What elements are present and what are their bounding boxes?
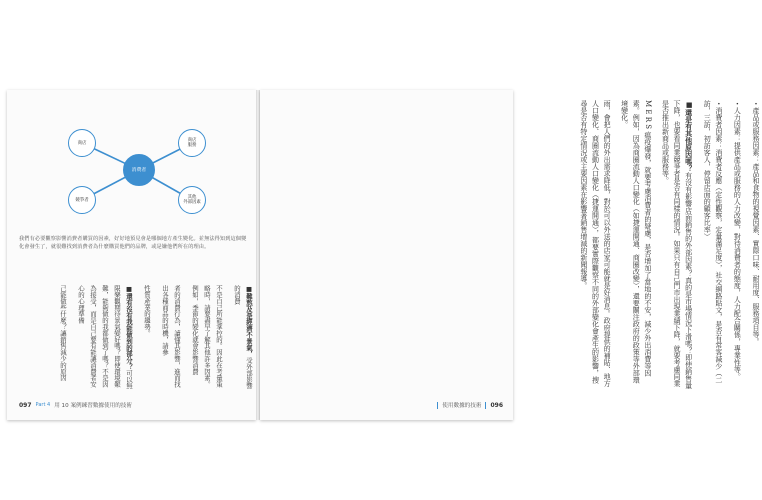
diagram-node-store-service: [178, 129, 206, 157]
paragraph-text: 不是自己所能掌控的。因此在考量策略時，請要盡早了解其他許多因素。例如，季節的變化就會影響消費: [191, 285, 223, 388]
node-label: 商店: [77, 140, 87, 146]
footer-separator: [437, 402, 438, 409]
paragraph-heading: 還是有其他原因嗎？: [684, 109, 694, 172]
paragraph: [577, 100, 612, 390]
running-title: 使用數據的技術: [442, 403, 482, 409]
bullet: ・: [733, 100, 743, 107]
left-page: [7, 90, 256, 420]
node-label: 競爭者: [75, 197, 89, 203]
paragraph-text: M E R S 瘟疫爆發，就要考慮消費者的疑慮，是否增加了當地的不安，減少外出消費等因素。例如，因為商圈流動人口變化（如捷運開通、商圈改變），還要關注政府的政策等外部環境變化。: [620, 100, 652, 384]
right-page: [260, 90, 761, 420]
bullet: ■: [125, 285, 133, 293]
paragraph: [231, 285, 255, 390]
diagram-node-consumer: [123, 154, 155, 186]
paragraph-text: 性質產業的趨勢。: [143, 285, 151, 337]
paragraph-text: 有沒有影響店面銷售的外部因素？真的是市場情況下滑嗎？即使銷售量下降，也要看同業競爭者是否有同樣的情況。如果只有自己門市出現業績下降，就要考慮同業是否推出新商品或服務等。: [661, 100, 693, 389]
footer-separator: [485, 402, 486, 409]
paragraph-text: 產品或服務因素：產品和食物的視覺因素、實際口味、耐用度、服務項目等。: [752, 107, 760, 345]
right-body-text: [526, 100, 762, 390]
bullet: ・: [714, 100, 724, 107]
paragraph-heading: 還有沒有我能做到的部分？: [125, 293, 133, 370]
paragraph-text: 可以無限樂觀期待景氣變好嗎？即使環境艱難，能夠做的我都做到了嗎？不是因為接受，而是自己要有能讓消費者安心的心理準備: [77, 285, 133, 390]
running-title: 用 10 案例練習數據使用的技術: [54, 403, 132, 409]
node-label: 其他 外部因素: [183, 195, 201, 205]
right-footer: [437, 401, 503, 409]
page-number: 096: [490, 401, 503, 409]
paragraph-text: 人力因素：提供產品或服務的人力改變，對待消費者的態度，人力配合關係，專業性等。: [733, 107, 742, 380]
part-label: Part 4: [35, 402, 51, 408]
paragraph: [159, 285, 183, 390]
paragraph-text: 消費者因素：消費者反應（定性觀察，定量滿足度），社交網路貼文，是否有常客減少（二訪，三訪，初訪客人，停留店面的顧客比率）: [703, 100, 723, 384]
bullet: ・: [752, 100, 761, 107]
paragraph: [189, 285, 225, 390]
paragraph: [749, 100, 762, 390]
paragraph: [659, 100, 695, 390]
paragraph: [57, 285, 69, 390]
diagram-node-external-factors: [178, 186, 206, 214]
diagram-node-competitor: [68, 186, 96, 214]
diagram-node-store: [68, 129, 96, 157]
paragraph-heading: 難熬及是經濟不景氣，: [245, 293, 253, 357]
paragraph: [618, 100, 653, 390]
left-body-text: [25, 285, 255, 390]
paragraph-text: 受外部影響的消費: [233, 285, 253, 389]
paragraph: [75, 285, 135, 390]
paragraph: [731, 100, 744, 390]
bullet: ■: [684, 100, 694, 109]
page-number: 097: [19, 401, 32, 409]
paragraph: [701, 100, 725, 390]
bullet: ■: [245, 285, 253, 293]
paragraph-text: 雨，會把人們的外出需求降低，對於可以外送的店家可能就是好消息。政府提供的補貼、地方人口變化、商圈流動人口變化（捷運開通），都要實際觀察不同的外部變化會產生的影響，搜尋是否有特定情況或主要因素在影響著銷售增減的新聞報導。: [579, 100, 612, 387]
paragraph-text: 己能做些什麼？讓銷售減少的原因: [59, 285, 67, 381]
node-label: 消費者: [131, 167, 147, 173]
diagram-caption: 我們有必要觀察影響消費者購買的因素，好好地預見會是哪個地方產生變化。並無法得知到這個變化會發生了，就很難找到消費者為什麼購買他們的品牌，或是嫌他們所在的理由。: [19, 236, 247, 250]
consumer-factors-diagram: [27, 105, 257, 235]
left-footer: [19, 401, 132, 409]
node-label: 商店 服務: [187, 138, 197, 148]
paragraph-text: 者的消費行為，讀懂其影響，進而找出各種商品的時機，請參: [161, 285, 181, 388]
paragraph: [141, 285, 153, 390]
